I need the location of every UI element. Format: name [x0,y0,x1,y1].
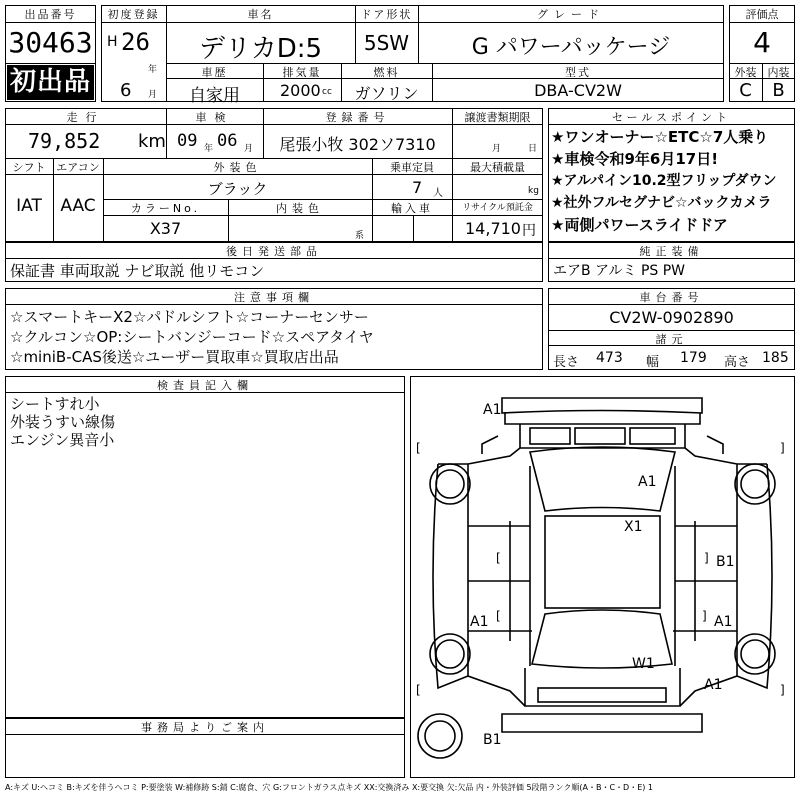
height-label: 高さ [724,355,751,370]
bracket: [ [416,441,421,455]
bracket: [ [416,683,421,697]
inspector-note: シートすれ小 [10,395,100,413]
bracket: [ [496,609,501,623]
door-header: ドア形状 [360,8,413,21]
inspection-month-unit: 月 [244,144,254,154]
grade-header: グレード [537,8,605,21]
office-notice-header: 事務局よりご案内 [141,721,269,734]
color-no-header: カラーNo. [130,202,201,215]
interior-header: 内装 [767,66,790,79]
dimensions-header: 諸元 [655,333,688,346]
caution-header: 注意事項欄 [234,291,314,304]
displacement-unit: cc [322,87,332,97]
era-letter: H [107,34,118,50]
mileage-value: 79,852 [28,129,101,153]
grade-value: G パワーパッケージ [471,35,671,60]
inspection-header: 車検 [195,111,234,124]
registration-month: 6 [120,80,132,101]
sales-point-line: ★車検令和9年6月17日! [551,150,719,168]
inspector-note: エンジン異音小 [10,431,115,449]
lot-number: 30463 [8,26,93,59]
chassis-number: CV2W-0902890 [609,308,734,327]
exterior-header: 外装 [734,66,757,79]
damage-mark: X1 [624,519,643,535]
caution-line: ☆miniB-CAS後送☆ユーザー買取車☆買取店出品 [10,348,339,366]
damage-mark: B1 [483,732,502,748]
interior-color-header: 内装色 [276,202,324,215]
sales-points-header: セールスポイント [611,111,731,124]
import-header: 輸入車 [391,202,433,215]
lot-number-header: 出品番号 [24,8,77,21]
damage-legend: A:キズ U:ヘコミ B:キズを伴うヘコミ P:要塗装 W:補修跡 S:錆 C:腐食、穴 G:フロントガラス点キズ XX:交換済み X:要交換 欠:欠品 内・外装評価 5段階ランク順(A・B・C・D・E) 1 [5,783,654,792]
shift-value: IAT [16,196,42,216]
aircon-header: エアコン [56,161,100,174]
max-load-header: 最大積載量 [470,161,525,174]
registration-year: 26 [121,28,150,56]
history-value: 自家用 [189,86,240,106]
bracket: ] [780,441,785,455]
inspection-year: 09 [177,131,198,151]
plate-value: 尾張小牧 302ソ7310 [279,135,436,154]
damage-mark: A1 [470,614,489,630]
mileage-unit: km [138,131,166,152]
exterior-color-value: ブラック [207,180,268,198]
max-load-unit: kg [528,186,539,196]
bracket: ] [780,683,785,697]
first-listing-text: 初出品 [9,67,91,97]
bracket: ] [702,609,707,623]
interior-grade: B [772,80,785,101]
transfer-deadline-header: 譲渡書類期限 [464,111,531,124]
bracket: ] [704,551,709,565]
color-no-value: X37 [149,219,182,238]
displacement-value: 2000 [280,81,321,100]
recycle-value: 14,710 [465,219,521,238]
length-value: 473 [596,350,623,366]
capacity-unit: 人 [433,188,443,199]
interior-color-unit: 系 [355,231,365,241]
displacement-header: 排気量 [282,66,322,79]
capacity-value: 7 [412,178,423,197]
bracket: [ [496,551,501,565]
recycle-header: リサイクル預託金 [462,203,533,213]
damage-mark: A1 [704,677,723,693]
damage-mark: W1 [632,656,655,672]
car-diagram [410,376,795,778]
score-header: 評価点 [745,8,779,21]
damage-mark: A1 [714,614,733,630]
sales-point-line: ★アルパイン10.2型フリップダウン [551,173,777,189]
capacity-header: 乗車定員 [390,161,434,174]
shift-header: シフト [12,161,46,174]
sales-point-line: ★ワンオーナー☆ETC☆7人乗り [551,128,769,146]
genuine-equipment-header: 純正装備 [639,245,704,258]
mileage-header: 走行 [66,111,105,124]
transfer-day-unit: 日 [528,144,538,154]
exterior-grade: C [739,80,752,101]
model-header: 型式 [565,66,591,79]
sales-point-line: ★社外フルセグナビ☆バックカメラ [551,195,772,211]
fuel-value: ガソリン [354,84,419,103]
length-label: 長さ [553,355,580,370]
genuine-equipment-value: エアB アルミ PS PW [553,263,686,279]
year-unit: 年 [148,65,158,75]
car-name: デリカD:5 [198,34,323,64]
month-unit: 月 [148,90,158,100]
caution-line: ☆クルコン☆OP:シートバンジーコード☆スペアタイヤ [10,328,374,346]
damage-mark: A1 [638,474,657,490]
damage-mark: B1 [716,554,735,570]
exterior-color-header: 外装色 [213,161,262,174]
recycle-unit: 円 [522,223,536,239]
later-parts-header: 後日発送部品 [226,245,322,258]
later-parts-value: 保証書 車両取説 ナビ取説 他リモコン [10,262,265,280]
chassis-header: 車台番号 [639,291,704,304]
width-value: 179 [680,350,707,366]
inspector-header: 検査員記入欄 [157,379,253,392]
car-name-header: 車名 [247,8,274,21]
fuel-header: 燃料 [373,66,400,79]
model-value: DBA-CV2W [534,81,622,100]
inspection-month: 06 [217,131,238,151]
transfer-month-unit: 月 [492,144,502,154]
plate-header: 登録番号 [325,111,390,124]
sales-point-line: ★両側パワースライドドア [551,216,728,234]
caution-line: ☆スマートキーX2☆パドルシフト☆コーナーセンサー [10,308,369,326]
aircon-value: AAC [60,196,96,216]
inspector-note: 外装うすい線傷 [10,413,116,431]
width-label: 幅 [646,355,660,370]
damage-mark: A1 [483,402,502,418]
first-registration-header: 初度登録 [107,8,160,21]
score-value: 4 [753,26,771,59]
height-value: 185 [762,350,789,366]
inspection-year-unit: 年 [204,144,214,154]
history-header: 車歴 [201,66,228,79]
door-value: 5SW [363,31,410,55]
